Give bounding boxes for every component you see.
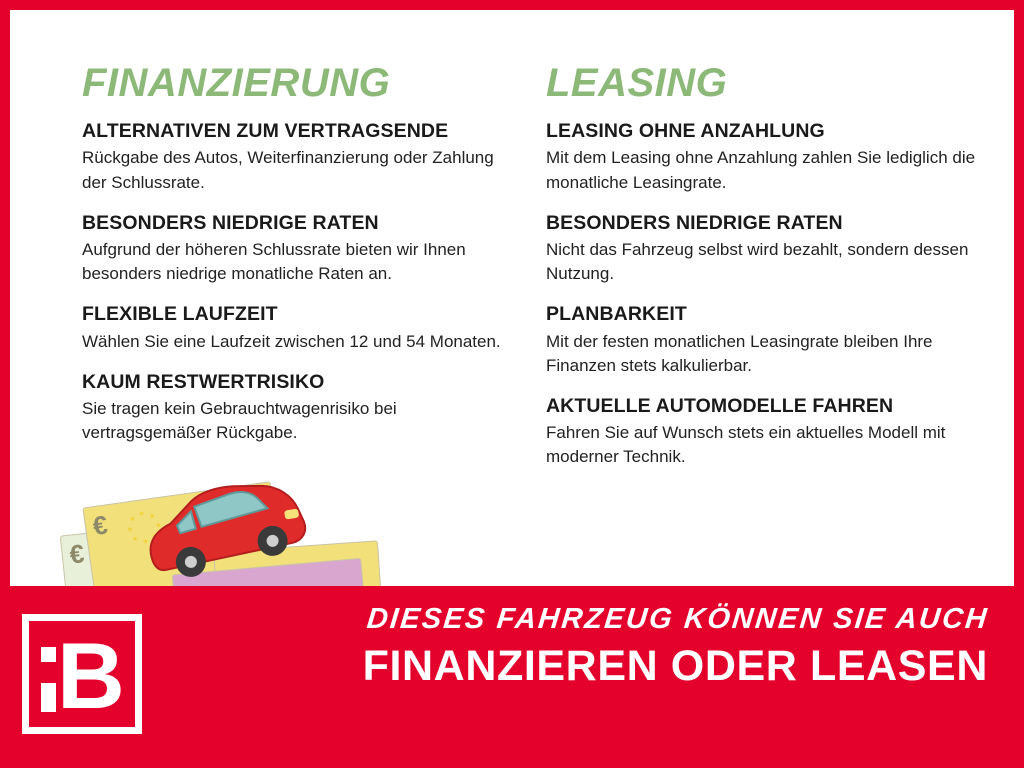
benefit-block [82, 303, 514, 354]
benefit-heading: BESONDERS NIEDRIGE RATEN [546, 211, 843, 234]
benefit-heading: AKTUELLE AUTOMODELLE FAHREN [546, 394, 894, 417]
banner-line-1: DIESES FAHRZEUG KÖNNEN SIE AUCH [364, 603, 990, 635]
column-title: FINANZIERUNG [82, 61, 391, 105]
bottom-banner [0, 586, 1024, 768]
benefit-text: Sie tragen kein Gebrauchtwagenrisiko bei vertragsgemäßer Rückgabe. [82, 399, 397, 443]
benefit-text: Nicht das Fahrzeug selbst wird bezahlt, sondern dessen Nutzung. [546, 240, 969, 284]
benefit-heading: KAUM RESTWERTRISIKO [82, 370, 325, 393]
benefit-block [546, 212, 978, 287]
benefit-block [546, 303, 978, 378]
benefits-columns [82, 62, 982, 487]
benefit-heading: BESONDERS NIEDRIGE RATEN [82, 211, 379, 234]
banner-line-2: FINANZIEREN ODER LEASEN [362, 641, 988, 690]
benefit-text: Wählen Sie eine Laufzeit zwischen 12 und 54 Monaten. [82, 331, 501, 351]
euro-symbol: € [68, 538, 86, 570]
benefit-text: Fahren Sie auf Wunsch stets ein aktuelles Modell mit moderner Technik. [546, 423, 946, 467]
banner-text [363, 604, 988, 691]
column-title: LEASING [546, 61, 728, 105]
benefit-block [82, 371, 514, 446]
top-border-strip [0, 0, 1024, 10]
benefit-heading: FLEXIBLE LAUFZEIT [82, 303, 278, 326]
benefit-text: Aufgrund der höheren Schlussrate bieten wir Ihnen besonders niedrige monatliche Raten an. [82, 240, 466, 284]
benefit-heading: ALTERNATIVEN ZUM VERTRAGSENDE [82, 120, 449, 142]
logo-mark-bottom [41, 683, 56, 712]
euro-symbol: € [90, 509, 110, 542]
logo-mark-top [41, 647, 56, 662]
benefit-block [82, 212, 514, 287]
benefit-text: Rückgabe des Autos, Weiterfinanzierung oder Zahlung der Schlussrate. [82, 148, 494, 192]
benefit-text: Mit der festen monatlichen Leasingrate bleiben Ihre Finanzen stets kalkulierbar. [546, 331, 933, 375]
benefit-heading: LEASING OHNE ANZAHLUNG [546, 120, 825, 142]
column-leasing [546, 62, 978, 487]
benefit-text: Mit dem Leasing ohne Anzahlung zahlen Sie lediglich die monatliche Leasingrate. [546, 148, 976, 192]
benefit-block [546, 120, 978, 195]
benefit-block [546, 395, 978, 470]
benefit-block [82, 120, 514, 195]
column-financing [82, 62, 514, 487]
dealer-logo [22, 614, 142, 734]
logo-letter: B [57, 623, 125, 728]
benefit-heading: PLANBARKEIT [546, 303, 687, 326]
